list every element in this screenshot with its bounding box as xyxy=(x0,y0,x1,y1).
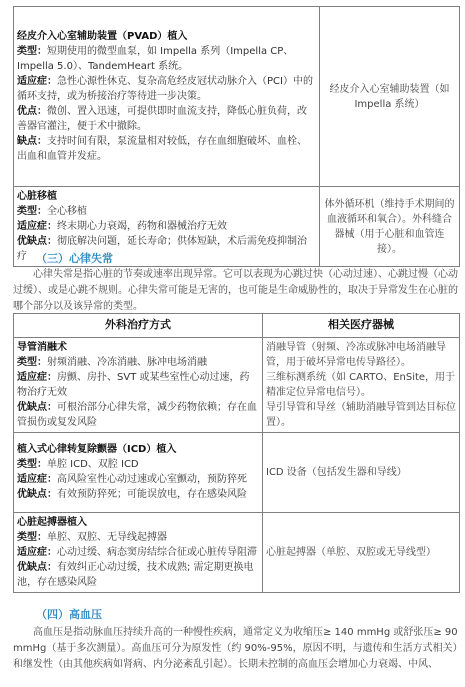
treatment-cell xyxy=(14,337,263,432)
treatment-cell xyxy=(14,512,263,592)
section-heading: （四）高血压 xyxy=(36,608,102,621)
device-line: 消融导管（射频、冷冻或脉冲电场消融导管，用于破坏异常电传导路径）。 xyxy=(266,341,446,368)
treatment-line: 类型：短期使用的微型血泵，如 Impella 系列（Impella CP、Impella 5.0）、TandemHeart 系统。 xyxy=(17,46,294,72)
section-heading: （三）心律失常 xyxy=(36,252,113,265)
device-line: 心脏起搏器（单腔、双腔或无导线型） xyxy=(266,546,436,558)
treatment-line: 优点：微创、置入迅速，可提供即时血流支持，降低心脏负荷，改善器官灌注，便于术中撤除。 xyxy=(17,106,307,132)
treatment-line: 适应症：房颤、房扑、SVT 或某些室性心动过速，药物治疗无效 xyxy=(17,371,250,398)
treatment-line: 类型：单腔、双腔、无导线起搏器 xyxy=(17,531,167,543)
treatment-line: 优缺点：有效预防猝死；可能误放电，存在感染风险 xyxy=(17,489,247,500)
treatment-line: 类型：单腔 ICD、双腔 ICD xyxy=(17,459,139,470)
table-row xyxy=(14,512,460,592)
treatment-title: 心脏起搏器植入 xyxy=(17,516,87,528)
device-cell xyxy=(263,337,460,432)
device-cell: 体外循环机（维持手术期间的血液循环和氧合）。外科缝合器械（用于心脏和血管连接）。 xyxy=(320,187,460,267)
treatment-title: 经皮介入心室辅助装置（PVAD）植入 xyxy=(17,31,188,42)
device-line: 导引导管和导丝（辅助消融导管到达目标位置）。 xyxy=(266,401,456,428)
column-header: 外科治疗方式 xyxy=(14,314,263,338)
treatment-line: 缺点：支持时间有限，泵流量相对较低，存在血细胞破坏、血栓、出血和血管并发症。 xyxy=(17,136,307,162)
device-cell: 经皮介入心室辅助装置（如 Impella 系统） xyxy=(320,7,460,187)
device-table-1 xyxy=(13,6,460,267)
treatment-line: 适应症：心动过缓、病态窦房结综合征或心脏传导阻滞 xyxy=(17,546,257,558)
section-paragraph: 心律失常是指心脏的节奏或速率出现异常。它可以表现为心跳过快（心动过速）、心跳过慢（心动过缓）、或是心跳不规则。心律失常可能是无害的，也可能是生命威胁性的，取决于异常发生在心脏的哪个部分以及该异常的类型。 xyxy=(13,269,458,312)
treatment-line: 优缺点：可根治部分心律失常，减少药物依赖；存在血管损伤或复发风险 xyxy=(17,401,257,428)
treatment-cell xyxy=(14,7,320,187)
device-cell xyxy=(263,512,460,592)
treatment-title: 植入式心律转复除颤器（ICD）植入 xyxy=(17,444,177,455)
device-line: ICD 设备（包括发生器和导线） xyxy=(266,466,407,478)
column-header: 相关医疗器械 xyxy=(263,314,460,338)
treatment-title: 导管消融术 xyxy=(17,341,67,353)
section-paragraph: 高血压是指动脉血压持续升高的一种慢性疾病，通常定义为收缩压≥ 140 mmHg 或舒张压≥ 90 mmHg（基于多次测量）。高血压可分为原发性（约 90%-95%，原因不明，与遗传和生活方式相关）和继发性（由其他疾病如肾病、内分泌紊乱引起）。长期未控制的高血压会增加心力衰竭、中风、 xyxy=(13,627,458,670)
treatment-line: 类型：全心移植 xyxy=(17,206,87,217)
table-header-row xyxy=(14,314,460,338)
treatment-line: 适应症：高风险室性心动过速或心室颤动，预防猝死 xyxy=(17,474,247,485)
treatment-cell xyxy=(14,432,263,512)
table-row xyxy=(14,7,460,187)
device-cell xyxy=(263,432,460,512)
treatment-line: 适应症：急性心源性休克、复杂高危经皮冠状动脉介入（PCI）中的循环支持，或为桥接治疗等待进一步决策。 xyxy=(17,76,313,102)
device-line: 三维标测系统（如 CARTO、EnSite，用于精准定位异常电信号）。 xyxy=(266,371,456,398)
treatment-line: 适应症：终末期心力衰竭，药物和器械治疗无效 xyxy=(17,221,227,232)
treatment-line: 优缺点：有效纠正心动过缓，技术成熟; 需定期更换电池，存在感染风险 xyxy=(17,561,254,588)
device-table-2 xyxy=(13,313,460,593)
table-row xyxy=(14,337,460,432)
treatment-line: 优缺点：彻底解决问题，延长寿命；供体短缺，术后需免疫抑制治疗 xyxy=(17,236,307,262)
table-row xyxy=(14,432,460,512)
treatment-line: 类型：射频消融、冷冻消融、脉冲电场消融 xyxy=(17,356,207,368)
treatment-title: 心脏移植 xyxy=(17,191,57,202)
